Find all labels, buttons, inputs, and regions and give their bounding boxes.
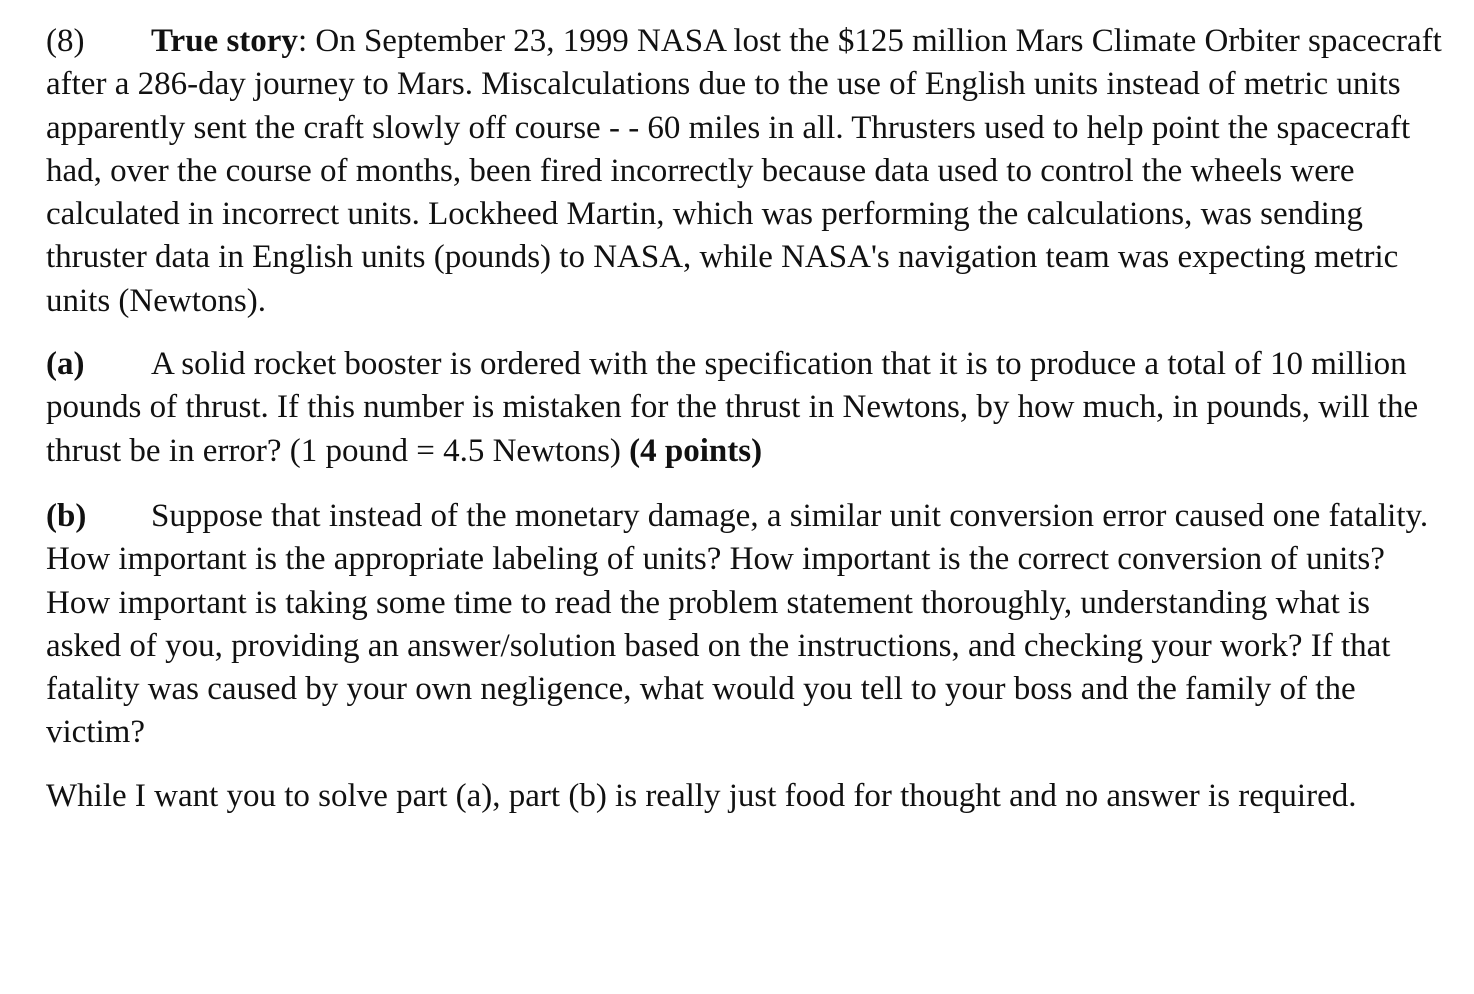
closing-note-text: While I want you to solve part (a), part (b) is really just food for thought and no answer is required. xyxy=(46,777,1357,814)
true-story-colon: : xyxy=(297,23,308,59)
part-b-paragraph xyxy=(46,495,1446,755)
document-page xyxy=(46,20,1446,818)
closing-note-paragraph xyxy=(46,775,1446,818)
true-story-label: True story xyxy=(151,23,298,59)
problem-8-paragraph xyxy=(46,20,1446,323)
problem-number: (8) xyxy=(46,23,85,59)
problem-intro-text: On September 23, 1999 NASA lost the $125 million Mars Climate Orbiter spacecraft after a 286-day journey to Mars. Miscalculations due to the use of English units instead of metric units apparently sent the craft slowly off course - - 60 miles in all. Thrusters used to help point the spacecraft had, over the course of months, been fired incorrectly because data used to control the wheels were calculated in incorrect units. Lockheed Martin, which was performing the calculations, was sending thruster data in English units (pounds) to NASA, while NASA's navigation team was expecting metric units (Newtons). xyxy=(46,23,1442,319)
part-a-points: (4 points) xyxy=(629,432,763,469)
part-a-label: (a) xyxy=(46,346,85,383)
part-a-text: A solid rocket booster is ordered with the specification that it is to produce a total of 10 million pounds of thrust. If this number is mistaken for the thrust in Newtons, by how much, in pounds, will the thrust be in error? (1 pound = 4.5 Newtons) xyxy=(46,346,1419,469)
part-b-label: (b) xyxy=(46,497,87,534)
part-a-paragraph xyxy=(46,343,1446,473)
part-b-text: Suppose that instead of the monetary damage, a similar unit conversion error caused one fatality. How important is the appropriate labeling of units? How important is the correct conversion of units? How important is taking some time to read the problem statement thoroughly, understanding what is asked of you, providing an answer/solution based on the instructions, and checking your work? If that fatality was caused by your own negligence, what would you tell to your boss and the family of the victim? xyxy=(46,497,1429,751)
